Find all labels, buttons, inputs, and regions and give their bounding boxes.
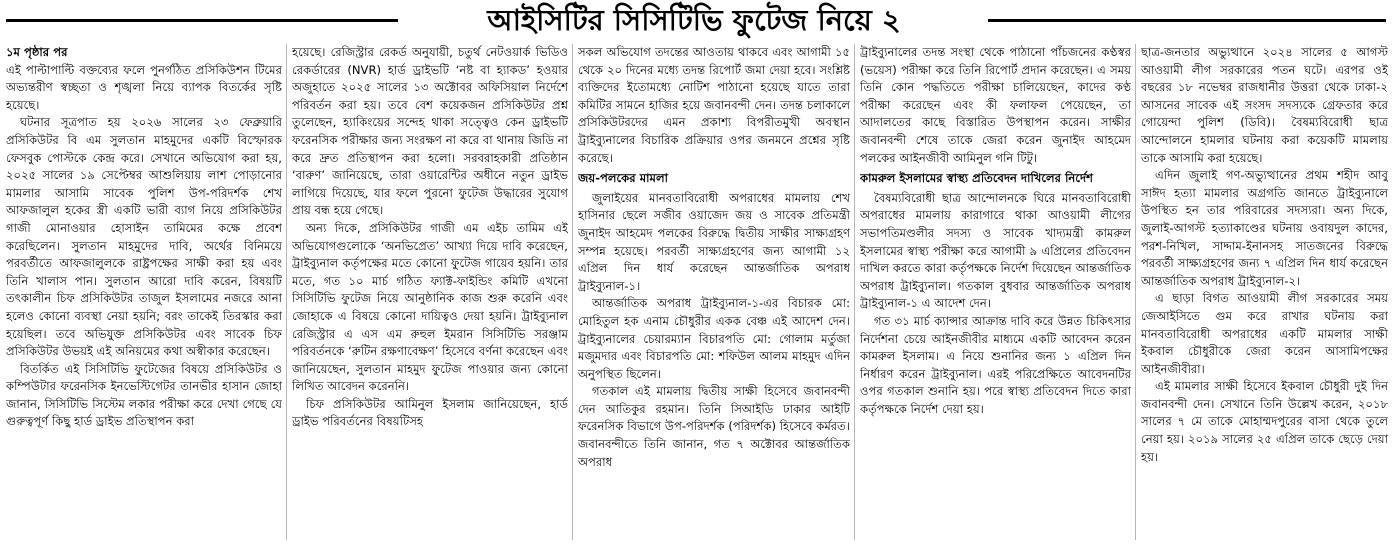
paragraph: জুলাইয়ের মানবতাবিরোধী অপরাধের মামলায় শেখ হাসিনার ছেলে সজীব ওয়াজেদ জয় ও সাবেক প্রতিমন্ত্রী জুনাইদ আহমেদ পলকের বিরুদ্ধে দ্বিতীয় সাক্ষীর সাক্ষ্যগ্রহণ সম্পন্ন হয়েছে। পরবর্তী সাক্ষ্যগ্রহণের জন্য আগামী ১২ এপ্রিল দিন ধার্য করেছেন আন্তর্জাতিক অপরাধ ট্রাইব্যুনাল-১। [578,190,850,293]
paragraph: এই পাল্টাপাল্টি বক্তব্যের ফলে পুনর্গঠিত প্রসিকিউশন টিমের অভ্যন্তরীণ স্বচ্ছতা ও শৃঙ্খলা নিয়ে ব্যাপক বিতর্কের সৃষ্টি হয়েছে। [6,62,282,112]
paragraph: এ ছাড়া বিগত আওয়ামী লীগ সরকারের সময় জেআইসিতে গুম করে রাখার ঘটনায় করা মানবতাবিরোধী অপরাধের একটি মামলার সাক্ষী ইকবাল চৌধুরীকে জেরা করেন আসামিপক্ষের আইনজীবীরা। [1141,291,1388,376]
subheading: জয়-পলকের মামলা [578,171,668,186]
paragraph: হয়েছে। রেজিস্ট্রার রেকর্ড অনুযায়ী, চতুর্থ নেটওয়ার্ক ভিডিও রেকর্ডারের (NVR) হার্ড ড্রাইভটি ‘নষ্ট বা হ্যাকড’ হওয়ার অজুহাতে ২০২৫ সালের ১৩ অক্টোবর অফিসিয়াল নির্দেশে পরিবর্তন করা হয়। তবে বেশ কয়েকজন প্রসিকিউটর প্রশ্ন তুলেছেন, হ্যাকিংয়ের সন্দেহ থাকা সত্ত্বেও কেন ড্রাইভটি ফরেনসিক পরীক্ষার জন্য সংরক্ষণ না করে বা থানায় জিডি না করে দ্রুত প্রতিস্থাপন করা হলো। সরবরাহকারী প্রতিষ্ঠান ‘বারুণ’ জানিয়েছে, তারা ওয়ারেন্টির অধীনে নতুন ড্রাইভ লাগিয়ে দিয়েছে, যার ফলে পুরনো ফুটেজ উদ্ধারের সুযোগ প্রায় বন্ধ হয়ে গেছে। [292,45,568,218]
column-divider [854,44,855,540]
paragraph: বিতর্কিত এই সিসিটিভি ফুটেজের বিষয়ে প্রসিকিউটর ও কম্পিউটার ফরেনসিক ইনভেস্টিগেটর তানভীর হাসান জোহা জানান, সিসিটিভি সিস্টেম লকার পরীক্ষা করে দেখা গেছে যে গুরুত্বপূর্ণ কিছু হার্ড ড্রাইভ প্রতিস্থাপন করা [6,361,282,429]
headline-rule-left [6,19,398,22]
page-reference: ১ম পৃষ্ঠার পর [6,45,68,59]
paragraph: ছাত্র-জনতার অভ্যুত্থানে ২০২৪ সালের ৫ আগস্ট আওয়ামী লীগ সরকারের পতন ঘটে। এরপর ওই বছরের ১৮ নভেম্বর রাজধানীর উত্তরা থেকে ঢাকা-২ আসনের সাবেক এই সংসদ সদস্যকে গ্রেফতার করে গোয়েন্দা পুলিশ (ডিবি)। বৈষম্যবিরোধী ছাত্র আন্দোলনে হামলার ঘটনায় করা কয়েকটি মামলায় তাকে আসামি করা হয়েছে। [1141,45,1388,165]
paragraph: চিফ প্রসিকিউটর আমিনুল ইসলাম জানিয়েছেন, হার্ড ড্রাইভ পরিবর্তনের বিষয়টিসহ [292,396,568,429]
column-2 [292,44,568,540]
column-3 [578,44,850,540]
column-divider [286,44,287,540]
headline: আইসিটির সিসিটিভি ফুটেজ নিয়ে ২ [487,3,901,37]
article-columns [6,44,1388,540]
paragraph: বৈষম্যবিরোধী ছাত্র আন্দোলনকে ঘিরে মানবতাবিরোধী অপরাধের মামলায় কারাগারে থাকা আওয়ামী লীগের সভাপতিমণ্ডলীর সদস্য ও সাবেক খাদ্যমন্ত্রী কামরুল ইসলামের স্বাস্থ্য পরীক্ষা করে আগামী ৯ এপ্রিলের প্রতিবেদন দাখিল করতে কারা কর্তৃপক্ষকে নির্দেশ দিয়েছেন আন্তর্জাতিক অপরাধ ট্রাইব্যুনাল। গতকাল বুধবার আন্তর্জাতিক অপরাধ ট্রাইব্যুনাল-১ এ আদেশ দেন। [860,190,1131,311]
paragraph: আন্তর্জাতিক অপরাধ ট্রাইব্যুনাল-১-এর বিচারক মো: মোহিতুল হক এনাম চৌধুরীর একক বেঞ্চ এই আদেশ দেন। ট্রাইব্যুনালের চেয়ারম্যান বিচারপতি মো: গোলাম মর্তুজা মজুমদার এবং বিচারপতি মো: শফিউল আলম মাহমুদ এদিন অনুপস্থিত ছিলেন। [578,296,850,381]
column-4 [860,44,1131,540]
paragraph: ঘটনার সূত্রপাত হয় ২০২৬ সালের ২৩ ফেব্রুয়ারি প্রসিকিউটর বি এম সুলতান মাহমুদের একটি বিস্ফোরক ফেসবুক পোস্টকে কেন্দ্র করে। সেখানে অভিযোগ করা হয়, ২০২৫ সালের ১৯ সেপ্টেম্বর আশুলিয়ায় লাশ পোড়ানোর মামলার আসামি সাবেক পুলিশ উপ-পরিদর্শক শেখ আফজালুল হকের স্ত্রী একটি ভারী ব্যাগ নিয়ে প্রসিকিউটর গাজী মোনাওয়ার হোসাইন তামিমের কক্ষে প্রবেশ করেছিলেন। সুলতান মাহমুদের দাবি, অর্থের বিনিময়ে পরবর্তীতে আফজালুলকে রাষ্ট্রপক্ষের সাক্ষী করা হয় এবং তিনি খালাস পান। সুলতান আরো দাবি করেন, বিষয়টি তৎকালীন চিফ প্রসিকিউটর তাজুল ইসলামের নজরে আনা হলেও কোনো ব্যবস্থা নেয়া হয়নি; বরং তাকেই তিরস্কার করা হয়েছিল। তবে অভিযুক্ত প্রসিকিউটর এবং সাবেক চিফ প্রসিকিউটর উভয়ই এই অনিয়মের কথা অস্বীকার করেছেন। [6,115,282,359]
paragraph: অন্য দিকে, প্রসিকিউটর গাজী এম এইচ তামিম এই অভিযোগগুলোকে ‘অনভিপ্রেত’ আখ্যা দিয়ে দাবি করেছেন, ট্রাইব্যুনাল কর্তৃপক্ষের মতে কোনো ফুটেজ গায়েব হয়নি। তার মতে, গত ১০ মার্চ গঠিত ফ্যাক্ট-ফাইন্ডিং কমিটি এখনো সিসিটিভি ফুটেজ নিয়ে আনুষ্ঠানিক কাজ শুরু করেনি এবং জোহাকে এ বিষয়ে কোনো দায়িত্বও দেয়া হয়নি। ট্রাইব্যুনাল রেজিস্ট্রার এ এস এম রুহুল ইমরান সিসিটিভি সরঞ্জাম পরিবর্তনকে ‘রুটিন রক্ষণাবেক্ষণ’ হিসেবে বর্ণনা করেছেন এবং জানিয়েছেন, সুলতান মাহমুদ ফুটেজ পাওয়ার জন্য কোনো লিখিত আবেদন করেননি। [292,220,568,394]
headline-bar [0,0,1392,40]
column-divider [1135,44,1136,540]
paragraph: ট্রাইব্যুনালের তদন্ত সংস্থা থেকে পাঠানো পাঁচজনের কণ্ঠস্বর (ভয়েস) পরীক্ষা করে তিনি রিপোর্ট প্রদান করেছেন। এ সময় তিনি কোন পদ্ধতিতে পরীক্ষা চালিয়েছেন, কাদের কণ্ঠ পরীক্ষা করেছেন এবং কী ফলাফল পেয়েছেন, তা আদালতের কাছে বিস্তারিত উপস্থাপন করেন। সাক্ষীর জবানবন্দী শেষে তাকে জেরা করেন জুনাইদ আহমেদ পলকের আইনজীবী আমিনুল গনি টিটু। [860,45,1131,165]
paragraph: গত ৩১ মার্চ ক্যান্সার আক্রান্ত দাবি করে উন্নত চিকিৎসার নির্দেশনা চেয়ে আইনজীবীর মাধ্যমে একটি আবেদন করেন কামরুল ইসলাম। এ নিয়ে শুনানির জন্য ১ এপ্রিল দিন নির্ধারণ করেন ট্রাইব্যুনাল। এরই পরিপ্রেক্ষিতে আবেদনটির ওপর গতকাল শুনানি হয়। পরে স্বাস্থ্য প্রতিবেদন দিতে কারা কর্তৃপক্ষকে নির্দেশ দেয়া হয়। [860,313,1131,416]
paragraph: এই মামলার সাক্ষী হিসেবে ইকবাল চৌধুরী দুই দিন জবানবন্দী দেন। সেখানে তিনি উল্লেখ করেন, ২০১৮ সালের ৭ মে তাকে মোহাম্মদপুরের বাসা থেকে তুলে নেয়া হয়। ২০১৯ সালের ২৫ এপ্রিল তাকে ছেড়ে দেয়া হয়। [1141,379,1388,464]
column-5 [1141,44,1388,540]
paragraph: এদিন জুলাই গণ-অভ্যুত্থানের প্রথম শহীদ আবু সাঈদ হত্যা মামলার অগ্রগতি জানতে ট্রাইব্যুনালে উপস্থিত হন তার পরিবারের সদস্যরা। অন্য দিকে, জুলাই-আগস্ট হত্যাকাণ্ডের ঘটনায় ওবায়দুল কাদের, পরশ-নিখিল, সাদ্দাম-ইনানসহ সাতজনের বিরুদ্ধে পরবর্তী সাক্ষ্যগ্রহণের জন্য ৭ এপ্রিল দিন ধার্য করেছেন আন্তর্জাতিক অপরাধ ট্রাইব্যুনাল-২। [1141,168,1388,288]
subheading: কামরুল ইসলামের স্বাস্থ্য প্রতিবেদন দাখিলের নির্দেশ [860,171,1093,186]
headline-rule-right [988,19,1386,22]
column-divider [572,44,573,540]
column-1 [6,44,282,540]
paragraph: সকল অভিযোগ তদন্তের আওতায় থাকবে এবং আগামী ১৫ থেকে ২০ দিনের মধ্যে তদন্ত রিপোর্ট জমা দেয়া হবে। সংশ্লিষ্ট ব্যক্তিদের ইতোমধ্যে নোটিশ পাঠানো হয়েছে যাতে তারা কমিটির সামনে হাজির হয়ে জবানবন্দী দেন। তদন্ত চলাকালে প্রসিকিউটরদের এমন প্রকাশ্য বিপরীতমুখী অবস্থান ট্রাইব্যুনালের বিচারিক প্রক্রিয়ার ওপর জনমনে প্রশ্নের সৃষ্টি করেছে। [578,45,850,165]
paragraph: গতকাল এই মামলায় দ্বিতীয় সাক্ষী হিসেবে জবানবন্দী দেন আতিকুর রহমান। তিনি সিআইডি ঢাকার আইটি ফরেনসিক বিভাগে উপ-পরিদর্শক (পরিদর্শক) হিসেবে কর্মরত। জবানবন্দীতে তিনি জানান, গত ৭ অক্টোবর আন্তর্জাতিক অপরাধ [578,384,850,469]
